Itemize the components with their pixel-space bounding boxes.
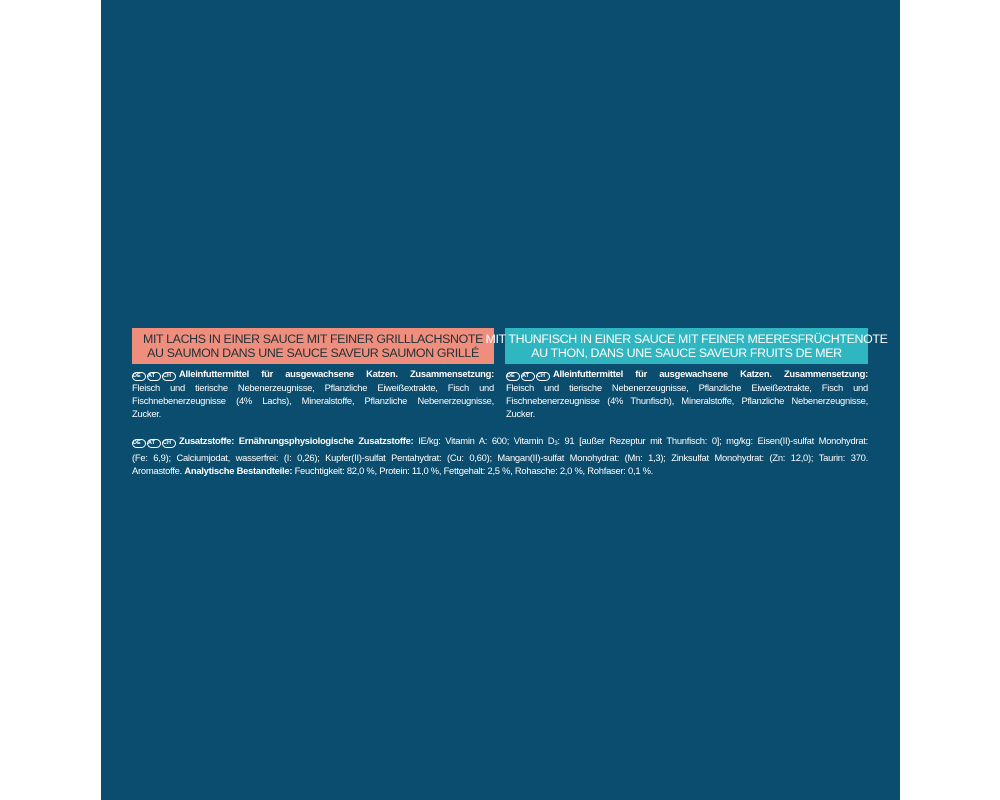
flag-ch-icon: CH: [162, 439, 176, 448]
additives-heading: Zusatzstoffe: Ernährungsphysiologische Zusatzstoffe:: [179, 435, 414, 446]
composition-line: Fischnebenerzeugnisse (4% Thunfisch), Mineralstoffe, Pflanzliche Nebenerzeugnisse,: [506, 395, 868, 407]
additives-minerals: : 91 [außer Rezeptur mit Thunfisch: 0]; mg/kg: Eisen(II)-sulfat Monohydrat:: [557, 435, 868, 446]
additives-line: (Fe: 6,9); Calciumjodat, wasserfrei: (I: 0,26); Kupfer(II)-sulfat Pentahydrat: (Cu: 0,60); Mangan(II)-sulfat Monohydrat: (Mn: 1,3); Zinksulfat Monohydrat: (Zn: 12,0); Taurin: 370.: [132, 452, 868, 464]
flag-at-icon: AT: [521, 372, 535, 381]
flag-ch-icon: CH: [536, 372, 550, 381]
country-flags-icon: [132, 372, 176, 381]
flag-ch-icon: CH: [162, 372, 176, 381]
tuna-banner-line-fr: AU THON, DANS UNE SAUCE SAVEUR FRUITS DE MER: [531, 346, 842, 360]
salmon-variant-banner: [132, 328, 494, 364]
salmon-banner-line-de: MIT LACHS IN EINER SAUCE MIT FEINER GRILLLACHSNOTE: [142, 332, 484, 346]
additives-vitamins: IE/kg: Vitamin A: 600; Vitamin D: [418, 435, 555, 446]
salmon-banner-line-fr: AU SAUMON DANS UNE SAUCE SAVEUR SAUMON GRILLÉ: [147, 346, 479, 360]
tuna-banner-line-de: MIT THUNFISCH IN EINER SAUCE MIT FEINER MEERESFRÜCHTENOTE: [485, 332, 888, 346]
analysis-values: Feuchtigkeit: 82,0 %, Protein: 11,0 %, Fettgehalt: 2,5 %, Rohasche: 2,0 %, Rohfaser: 0,1 %.: [294, 465, 654, 477]
flavourings-text: Aromastoffe.: [132, 465, 182, 477]
additives-analysis: [132, 434, 868, 478]
composition-line: Zucker.: [506, 408, 535, 420]
composition-heading: Alleinfuttermittel für ausgewachsene Katzen. Zusammensetzung:: [179, 368, 494, 379]
flag-at-icon: AT: [147, 372, 161, 381]
flag-de-icon: DE: [506, 372, 520, 381]
country-flags-icon: [132, 439, 176, 448]
composition-line: Fischnebenerzeugnisse (4% Lachs), Mineralstoffe, Pflanzliche Nebenerzeugnisse,: [132, 395, 494, 407]
analysis-heading: Analytische Bestandteile:: [184, 465, 293, 477]
composition-heading: Alleinfuttermittel für ausgewachsene Katzen. Zusammensetzung:: [553, 368, 868, 379]
composition-line: Zucker.: [132, 408, 161, 420]
tuna-variant-banner: [485, 328, 888, 364]
composition-line: Fleisch und tierische Nebenerzeugnisse, Pflanzliche Eiweißextrakte, Fisch und: [506, 382, 868, 393]
flag-de-icon: DE: [132, 372, 146, 381]
salmon-composition: [132, 367, 494, 421]
composition-line: Fleisch und tierische Nebenerzeugnisse, Pflanzliche Eiweißextrakte, Fisch und: [132, 382, 494, 393]
tuna-composition: [506, 367, 868, 421]
country-flags-icon: [506, 372, 550, 381]
vitamin-d-subscript: 3: [554, 441, 558, 447]
flag-de-icon: DE: [132, 439, 146, 448]
flag-at-icon: AT: [147, 439, 161, 448]
